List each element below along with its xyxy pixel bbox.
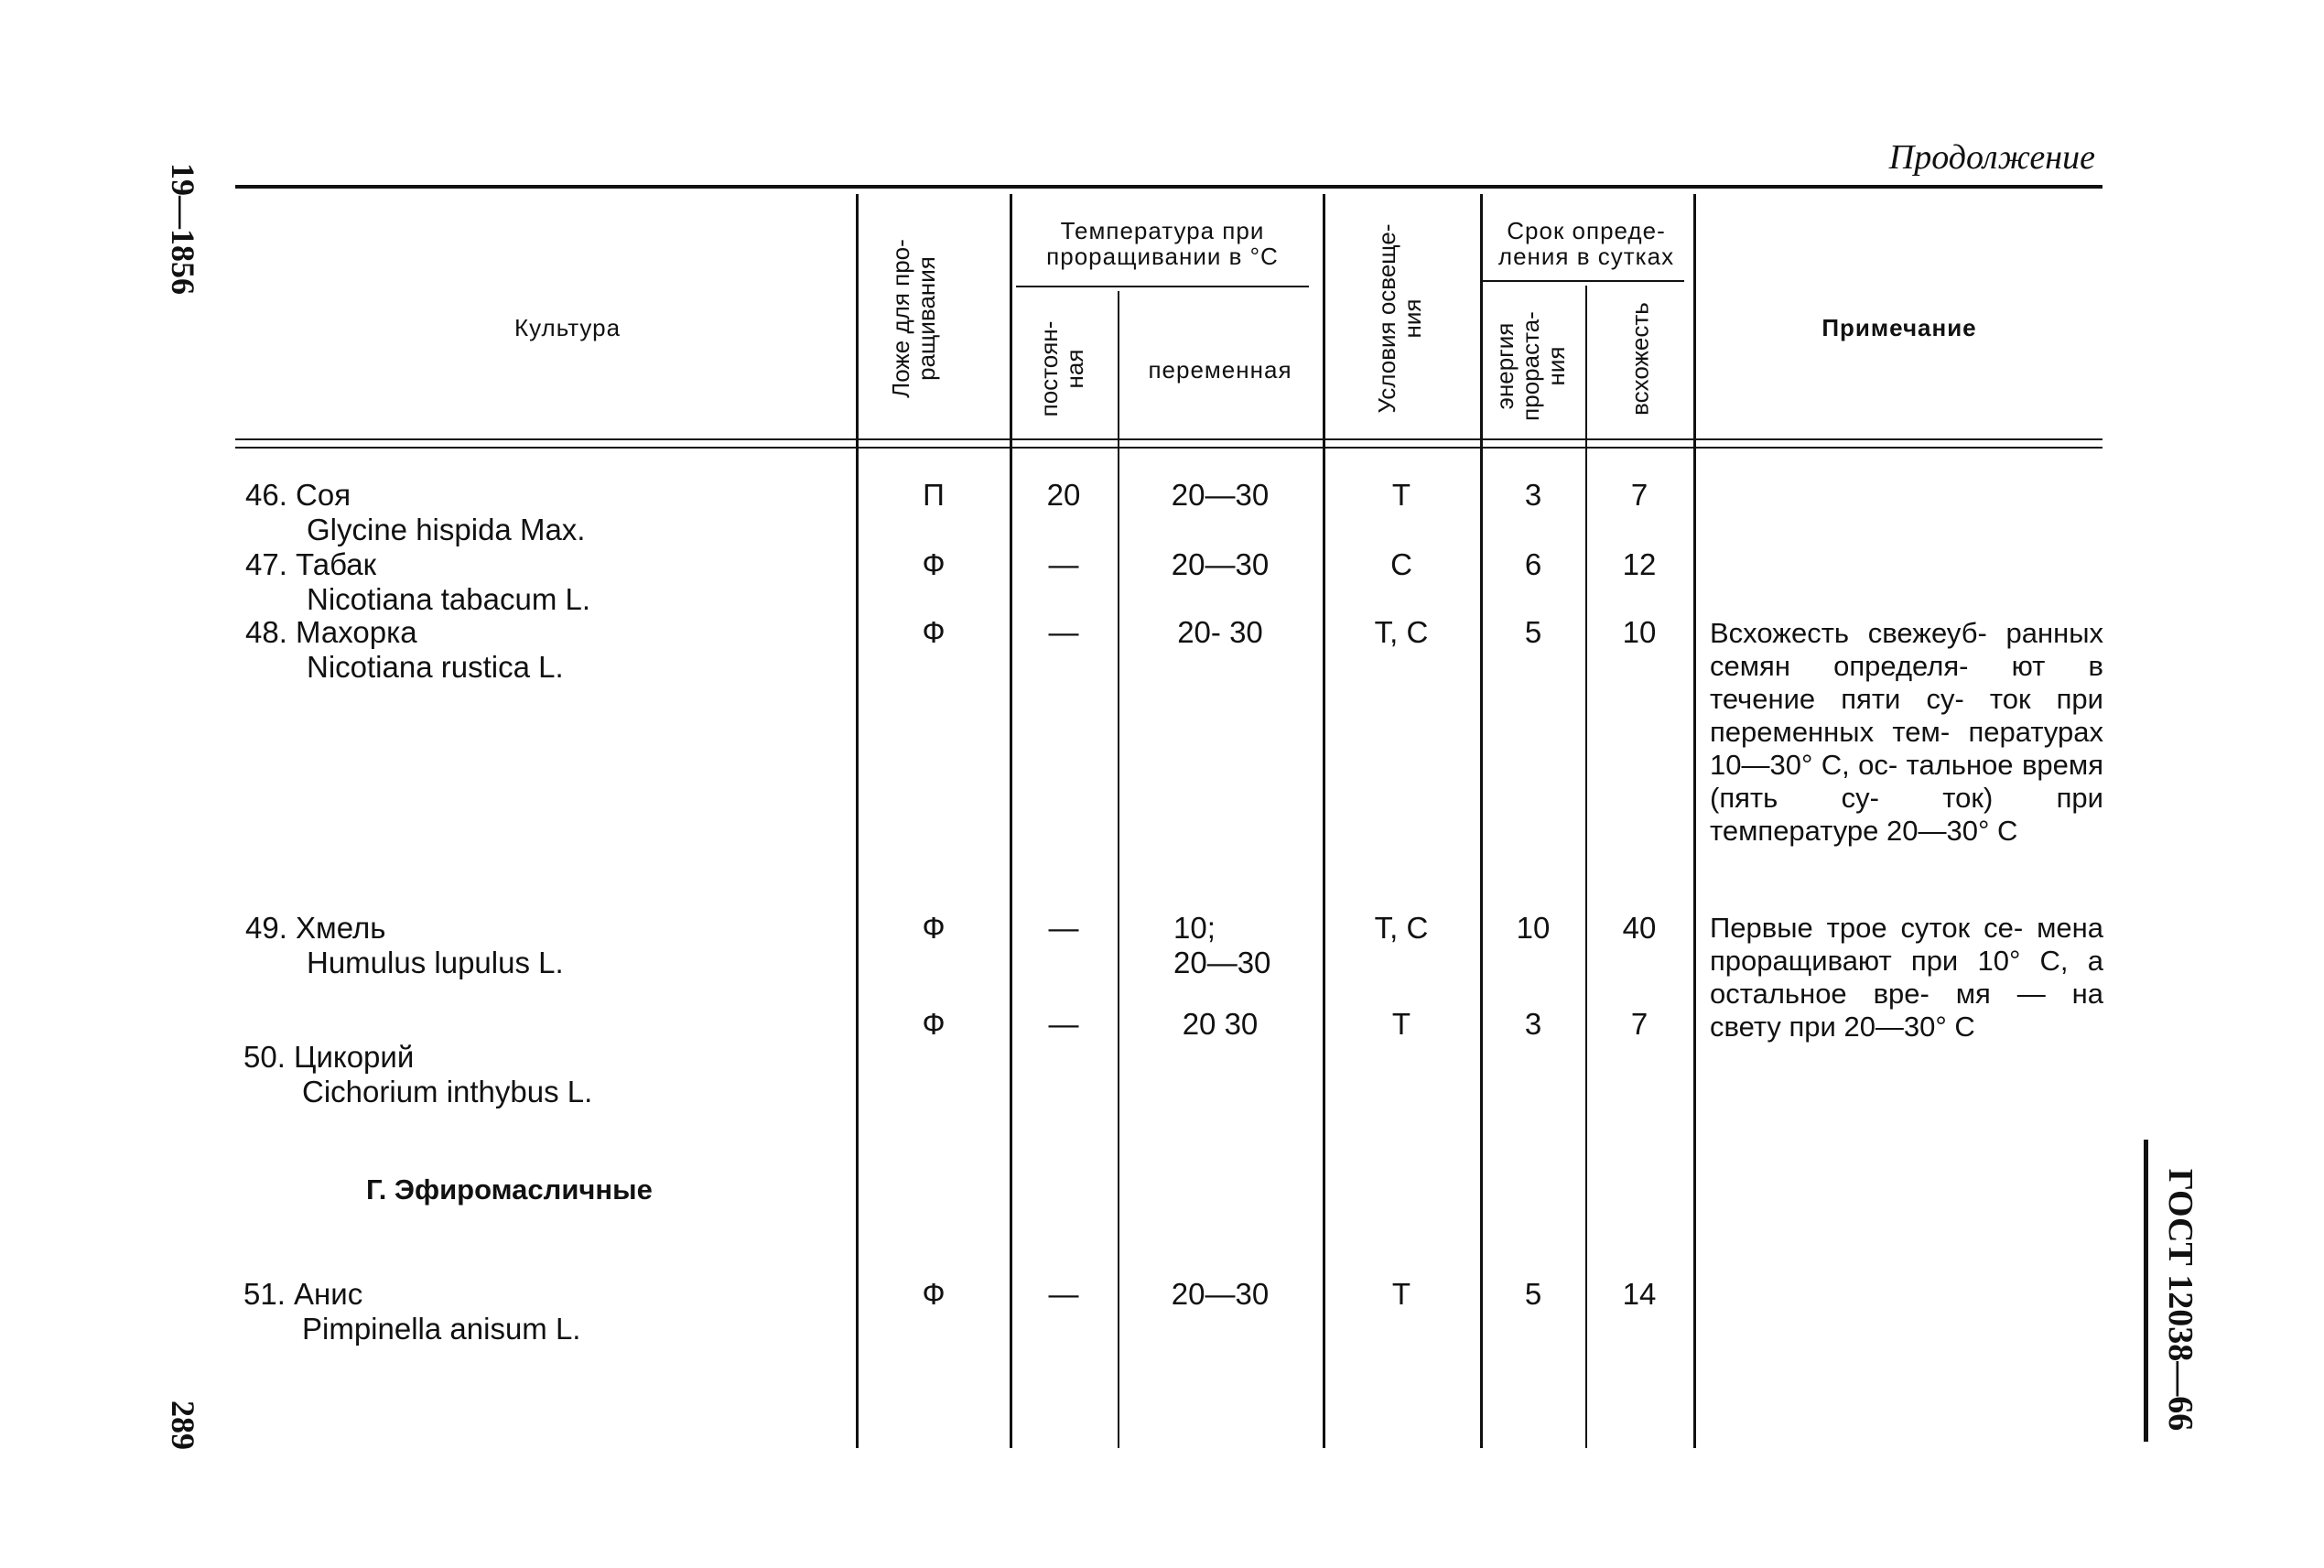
header-temp-group: Температура при проращивании в °С xyxy=(1046,217,1279,270)
crop-name: Цикорий xyxy=(294,1040,415,1074)
row-number: 49. xyxy=(245,911,287,945)
col-line-5 xyxy=(1480,194,1483,1448)
temp-const-value: — xyxy=(1048,1007,1079,1041)
header-culture: Культура xyxy=(513,314,622,341)
col-line-6 xyxy=(1585,286,1587,1448)
light-value: Т xyxy=(1391,478,1411,512)
crop-latin: Nicotiana rustica L. xyxy=(307,650,564,684)
germination-value: 10 xyxy=(1622,615,1657,649)
section-heading: Г. Эфиромасличные xyxy=(366,1173,653,1206)
col-line-7 xyxy=(1693,194,1696,1448)
gost-bar xyxy=(2144,1140,2148,1442)
germination-value: 7 xyxy=(1630,478,1648,512)
crop-latin: Pimpinella anisum L. xyxy=(302,1312,581,1346)
side-mark: 19—1856 xyxy=(165,163,201,295)
germination-value: 7 xyxy=(1630,1007,1648,1041)
term-group-rule xyxy=(1483,280,1684,282)
header-germination: всхожесть xyxy=(1626,302,1654,416)
energy-value: 10 xyxy=(1516,911,1551,945)
crop-name: Хмель xyxy=(296,911,386,945)
bed-value: Ф xyxy=(922,547,946,581)
crop-latin: Humulus lupulus L. xyxy=(307,946,564,979)
bed-value: Ф xyxy=(922,911,946,945)
bed-value: Ф xyxy=(922,1277,946,1311)
temp-var-value: 20—30 xyxy=(1171,478,1270,512)
header-temp-var: переменная xyxy=(1148,356,1292,384)
page-number: 289 xyxy=(165,1400,201,1450)
temp-var-line-1: 10; xyxy=(1173,911,1216,945)
note-row-48: Всхожесть свежеуб- ранных семян определя- ют в течение пяти су- ток при переменных тем- пературах 10—30° С, ос- тальное время (пять су- ток) при температуре 20—30° С xyxy=(1710,617,2103,847)
light-value: С xyxy=(1390,547,1412,581)
germination-value: 40 xyxy=(1622,911,1657,945)
row-number: 48. xyxy=(245,615,287,649)
bed-value: Ф xyxy=(922,615,946,649)
temp-var-line-2: 20—30 xyxy=(1173,946,1271,979)
germination-value: 14 xyxy=(1622,1277,1657,1311)
col-line-2 xyxy=(1010,194,1012,1448)
header-note: Примечание xyxy=(1821,314,1977,341)
row-number: 46. xyxy=(245,478,287,512)
header-energy: энергия прораста- ния xyxy=(1491,311,1570,421)
temp-const-value: 20 xyxy=(1046,478,1081,512)
col-line-3 xyxy=(1118,291,1119,1448)
gost-label: ГОСТ 12038—66 xyxy=(2161,1168,2200,1432)
header-bottom-rule-2 xyxy=(235,447,2102,449)
crop-name: Соя xyxy=(296,478,351,512)
continuation-label: Продолжение xyxy=(1888,138,2095,177)
energy-value: 5 xyxy=(1524,615,1542,649)
col-line-1 xyxy=(856,194,859,1448)
energy-value: 3 xyxy=(1524,478,1542,512)
temp-const-value: — xyxy=(1048,547,1079,581)
col-line-4 xyxy=(1323,194,1325,1448)
crop-latin: Glycine hispida Max. xyxy=(307,513,586,546)
crop-latin: Nicotiana tabacum L. xyxy=(307,582,591,616)
table-row xyxy=(245,911,849,980)
table-row xyxy=(243,1277,848,1346)
temp-const-value: — xyxy=(1048,1277,1079,1311)
temp-var-value: 20—30 xyxy=(1171,547,1270,581)
temp-var-value xyxy=(1173,911,1320,980)
temp-const-value: — xyxy=(1048,615,1079,649)
crop-name: Махорка xyxy=(296,615,417,649)
bed-value: Ф xyxy=(922,1007,946,1041)
header-bed: Ложе для про- ращивания xyxy=(887,239,940,398)
crop-name: Табак xyxy=(296,547,377,581)
table-row xyxy=(245,478,849,547)
energy-value: 3 xyxy=(1524,1007,1542,1041)
crop-latin: Cichorium inthybus L. xyxy=(302,1075,593,1108)
light-value: Т xyxy=(1391,1277,1411,1311)
row-number: 50. xyxy=(243,1040,286,1074)
energy-value: 5 xyxy=(1524,1277,1542,1311)
header-bottom-rule-1 xyxy=(235,438,2102,440)
table-row xyxy=(245,547,849,617)
temp-var-value: 20 30 xyxy=(1182,1007,1259,1041)
table-top-rule xyxy=(235,185,2102,189)
crop-name: Анис xyxy=(294,1277,363,1311)
temp-const-value: — xyxy=(1048,911,1079,945)
temp-var-value: 20- 30 xyxy=(1177,615,1263,649)
light-value: Т, С xyxy=(1374,911,1429,945)
light-value: Т xyxy=(1391,1007,1411,1041)
row-number: 51. xyxy=(243,1277,286,1311)
table-row xyxy=(245,615,849,685)
light-value: Т, С xyxy=(1374,615,1429,649)
energy-value: 6 xyxy=(1524,547,1542,581)
row-number: 47. xyxy=(245,547,287,581)
header-temp-const: постоян- ная xyxy=(1035,320,1088,417)
temp-var-value: 20—30 xyxy=(1171,1277,1270,1311)
header-light: Условия освеще- ния xyxy=(1373,223,1426,414)
temp-group-rule xyxy=(1016,286,1309,287)
header-term-group: Срок опреде- ления в сутках xyxy=(1497,217,1675,270)
bed-value: П xyxy=(923,478,945,512)
note-row-49: Первые трое суток се- мена проращивают при 10° С, а остальное вре- мя — на свету при 20—30° С xyxy=(1710,912,2103,1043)
table-row xyxy=(243,1040,848,1109)
germination-value: 12 xyxy=(1622,547,1657,581)
